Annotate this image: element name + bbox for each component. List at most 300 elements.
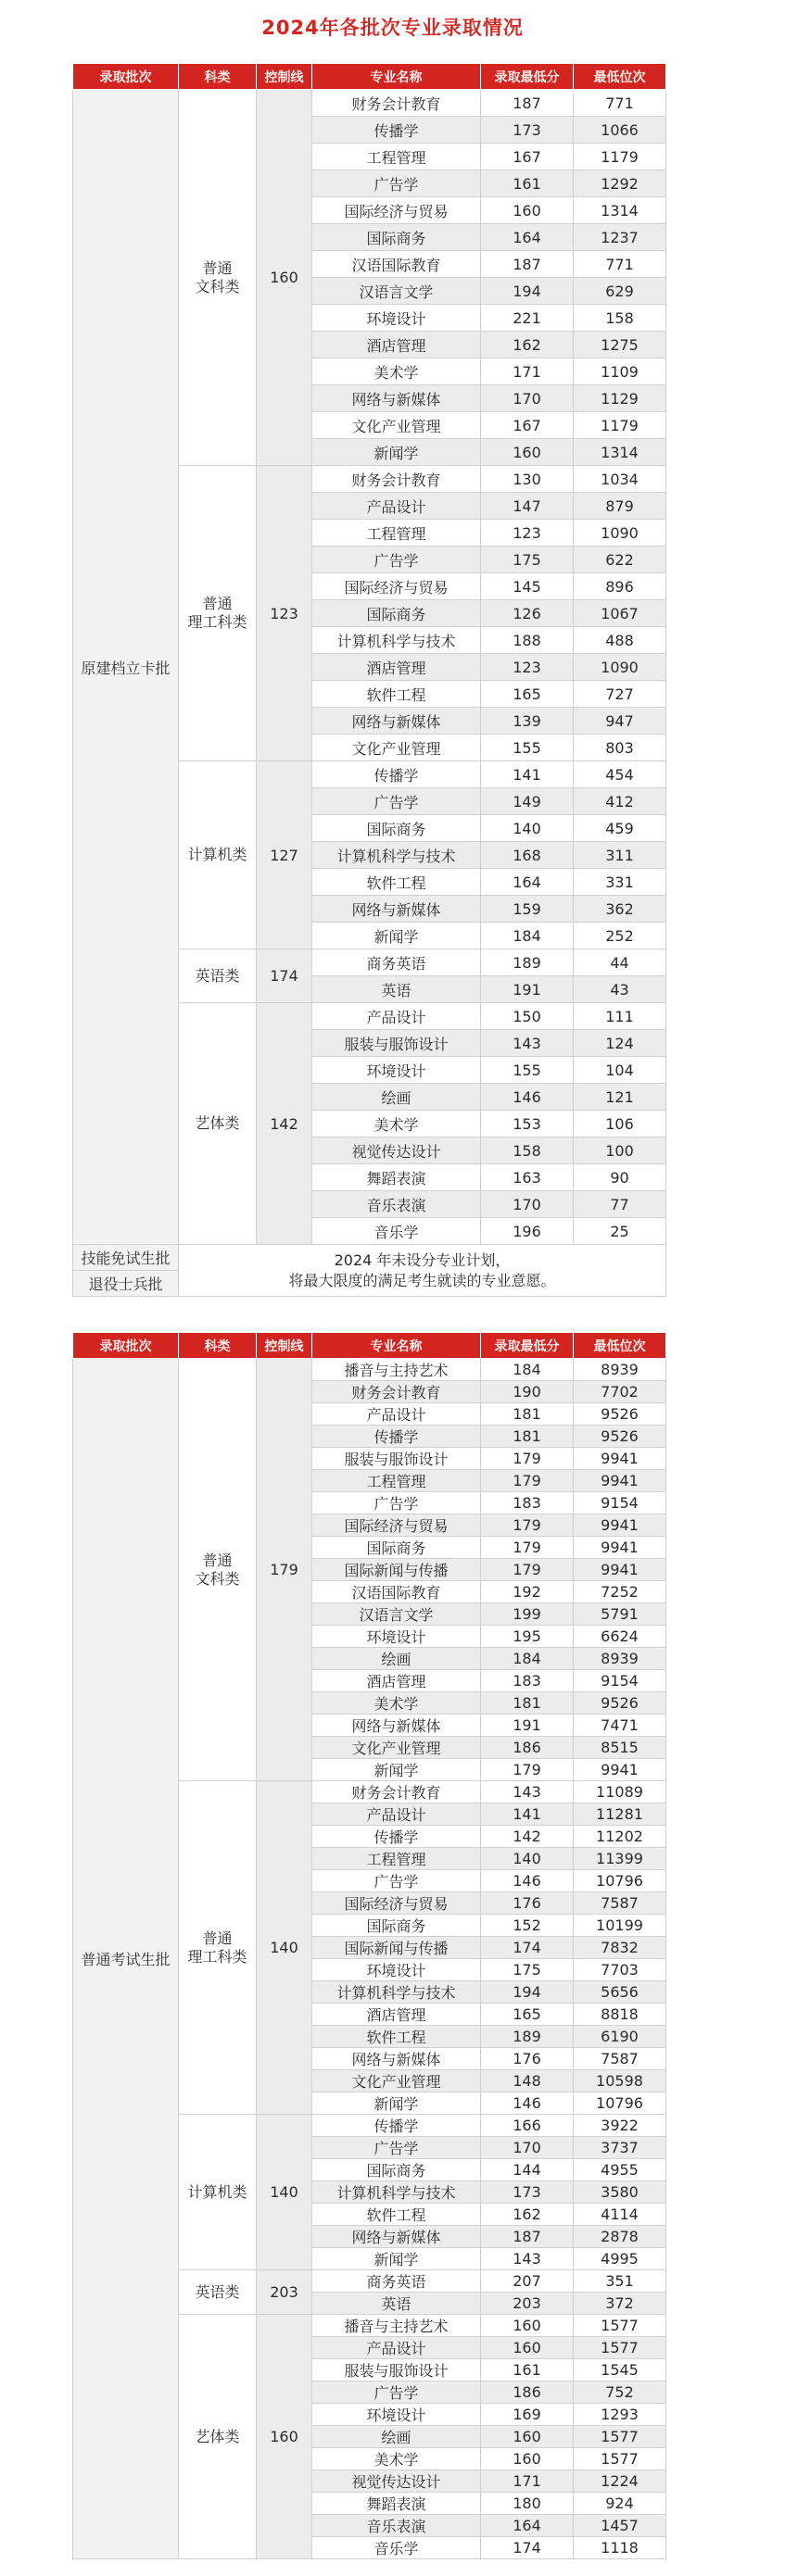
category-cell: 英语类 bbox=[179, 949, 257, 1003]
major-cell: 酒店管理 bbox=[312, 1670, 481, 1692]
min-score-cell: 164 bbox=[481, 224, 574, 251]
major-cell: 国际经济与贸易 bbox=[312, 1892, 481, 1915]
min-score-cell: 160 bbox=[481, 2337, 574, 2359]
min-score-cell: 188 bbox=[481, 627, 574, 654]
min-score-cell: 141 bbox=[481, 761, 574, 788]
major-cell: 汉语言文学 bbox=[312, 1603, 481, 1626]
min-score-cell: 160 bbox=[481, 2448, 574, 2470]
min-rank-cell: 104 bbox=[574, 1057, 666, 1084]
min-score-cell: 170 bbox=[481, 385, 574, 412]
min-rank-cell: 1034 bbox=[574, 466, 666, 493]
major-cell: 财务会计教育 bbox=[312, 1381, 481, 1403]
major-cell: 产品设计 bbox=[312, 493, 481, 520]
min-score-cell: 184 bbox=[481, 1359, 574, 1381]
control-line-cell: 203 bbox=[257, 2270, 312, 2315]
min-score-cell: 203 bbox=[481, 2293, 574, 2315]
min-rank-cell: 1314 bbox=[574, 439, 666, 466]
header-min-score: 录取最低分 bbox=[481, 1333, 574, 1359]
major-cell: 播音与主持艺术 bbox=[312, 2315, 481, 2337]
min-score-cell: 184 bbox=[481, 923, 574, 949]
min-rank-cell: 5656 bbox=[574, 1981, 666, 2004]
min-rank-cell: 9941 bbox=[574, 1514, 666, 1537]
major-cell: 文化产业管理 bbox=[312, 2070, 481, 2092]
major-cell: 软件工程 bbox=[312, 2026, 481, 2048]
major-cell: 计算机科学与技术 bbox=[312, 1981, 481, 2004]
major-cell: 传播学 bbox=[312, 1826, 481, 1848]
major-cell: 国际商务 bbox=[312, 224, 481, 251]
min-score-cell: 163 bbox=[481, 1164, 574, 1191]
min-rank-cell: 8818 bbox=[574, 2004, 666, 2026]
min-score-cell: 162 bbox=[481, 332, 574, 358]
header-min-score: 录取最低分 bbox=[481, 64, 574, 90]
min-rank-cell: 9941 bbox=[574, 1470, 666, 1492]
min-rank-cell: 9941 bbox=[574, 1759, 666, 1781]
min-rank-cell: 8515 bbox=[574, 1737, 666, 1759]
min-score-cell: 179 bbox=[481, 1448, 574, 1470]
major-cell: 网络与新媒体 bbox=[312, 2048, 481, 2070]
major-cell: 网络与新媒体 bbox=[312, 896, 481, 923]
major-cell: 广告学 bbox=[312, 788, 481, 815]
min-rank-cell: 9526 bbox=[574, 1403, 666, 1426]
min-rank-cell: 25 bbox=[574, 1218, 666, 1245]
min-rank-cell: 488 bbox=[574, 627, 666, 654]
control-line-cell: 179 bbox=[257, 1359, 312, 1781]
min-rank-cell: 1224 bbox=[574, 2470, 666, 2493]
major-cell: 文化产业管理 bbox=[312, 1737, 481, 1759]
min-score-cell: 140 bbox=[481, 815, 574, 842]
min-score-cell: 160 bbox=[481, 2315, 574, 2337]
min-rank-cell: 1179 bbox=[574, 144, 666, 170]
min-score-cell: 171 bbox=[481, 358, 574, 385]
min-rank-cell: 2878 bbox=[574, 2226, 666, 2248]
min-score-cell: 189 bbox=[481, 949, 574, 976]
major-cell: 商务英语 bbox=[312, 2270, 481, 2293]
category-cell: 艺体类 bbox=[179, 2315, 257, 2559]
min-score-cell: 123 bbox=[481, 654, 574, 681]
min-rank-cell: 9941 bbox=[574, 1559, 666, 1581]
table-row bbox=[73, 90, 666, 117]
header-major: 专业名称 bbox=[312, 64, 481, 90]
min-rank-cell: 1090 bbox=[574, 654, 666, 681]
major-cell: 音乐学 bbox=[312, 1218, 481, 1245]
min-rank-cell: 11281 bbox=[574, 1803, 666, 1826]
min-score-cell: 186 bbox=[481, 1737, 574, 1759]
min-score-cell: 181 bbox=[481, 1426, 574, 1448]
min-rank-cell: 44 bbox=[574, 949, 666, 976]
min-score-cell: 169 bbox=[481, 2404, 574, 2426]
header-min-rank: 最低位次 bbox=[574, 1333, 666, 1359]
major-cell: 环境设计 bbox=[312, 1626, 481, 1648]
major-cell: 财务会计教育 bbox=[312, 90, 481, 117]
min-rank-cell: 1179 bbox=[574, 412, 666, 439]
min-score-cell: 123 bbox=[481, 520, 574, 547]
min-rank-cell: 8939 bbox=[574, 1359, 666, 1381]
min-score-cell: 155 bbox=[481, 1057, 574, 1084]
control-line-cell: 142 bbox=[257, 1003, 312, 1245]
min-rank-cell: 1577 bbox=[574, 2337, 666, 2359]
major-cell: 产品设计 bbox=[312, 2337, 481, 2359]
min-rank-cell: 362 bbox=[574, 896, 666, 923]
min-rank-cell: 1237 bbox=[574, 224, 666, 251]
min-score-cell: 140 bbox=[481, 1848, 574, 1870]
major-cell: 产品设计 bbox=[312, 1003, 481, 1030]
major-cell: 计算机科学与技术 bbox=[312, 627, 481, 654]
category-cell: 计算机类 bbox=[179, 2115, 257, 2270]
min-score-cell: 179 bbox=[481, 1514, 574, 1537]
min-rank-cell: 11089 bbox=[574, 1781, 666, 1803]
major-cell: 绘画 bbox=[312, 1084, 481, 1111]
major-cell: 舞蹈表演 bbox=[312, 2493, 481, 2515]
admission-table-1 bbox=[72, 63, 666, 1297]
min-score-cell: 191 bbox=[481, 976, 574, 1003]
min-rank-cell: 727 bbox=[574, 681, 666, 708]
min-rank-cell: 7832 bbox=[574, 1937, 666, 1959]
min-score-cell: 160 bbox=[481, 2426, 574, 2448]
major-cell: 绘画 bbox=[312, 1648, 481, 1670]
min-rank-cell: 1314 bbox=[574, 197, 666, 224]
min-score-cell: 153 bbox=[481, 1111, 574, 1137]
major-cell: 服装与服饰设计 bbox=[312, 2359, 481, 2381]
min-score-cell: 176 bbox=[481, 1892, 574, 1915]
major-cell: 软件工程 bbox=[312, 869, 481, 896]
min-score-cell: 171 bbox=[481, 2470, 574, 2493]
min-score-cell: 130 bbox=[481, 466, 574, 493]
batch-cell: 退役士兵批 bbox=[73, 1271, 179, 1297]
major-cell: 传播学 bbox=[312, 2115, 481, 2137]
header-control-line: 控制线 bbox=[257, 1333, 312, 1359]
note-cell bbox=[179, 1245, 666, 1297]
major-cell: 国际商务 bbox=[312, 815, 481, 842]
major-cell: 新闻学 bbox=[312, 2092, 481, 2115]
min-rank-cell: 100 bbox=[574, 1137, 666, 1164]
major-cell: 新闻学 bbox=[312, 923, 481, 949]
major-cell: 文化产业管理 bbox=[312, 412, 481, 439]
major-cell: 传播学 bbox=[312, 117, 481, 144]
min-rank-cell: 771 bbox=[574, 90, 666, 117]
min-rank-cell: 4995 bbox=[574, 2248, 666, 2270]
min-score-cell: 184 bbox=[481, 1648, 574, 1670]
major-cell: 环境设计 bbox=[312, 2404, 481, 2426]
min-score-cell: 160 bbox=[481, 197, 574, 224]
major-cell: 国际新闻与传播 bbox=[312, 1559, 481, 1581]
major-cell: 广告学 bbox=[312, 1492, 481, 1514]
header-category: 科类 bbox=[179, 1333, 257, 1359]
major-cell: 广告学 bbox=[312, 1870, 481, 1892]
min-score-cell: 142 bbox=[481, 1826, 574, 1848]
major-cell: 国际商务 bbox=[312, 1537, 481, 1559]
min-rank-cell: 1275 bbox=[574, 332, 666, 358]
min-rank-cell: 10796 bbox=[574, 1870, 666, 1892]
min-rank-cell: 6190 bbox=[574, 2026, 666, 2048]
min-score-cell: 165 bbox=[481, 681, 574, 708]
min-rank-cell: 43 bbox=[574, 976, 666, 1003]
min-score-cell: 143 bbox=[481, 2248, 574, 2270]
min-rank-cell: 1545 bbox=[574, 2359, 666, 2381]
min-score-cell: 164 bbox=[481, 2515, 574, 2537]
major-cell: 计算机科学与技术 bbox=[312, 842, 481, 869]
min-rank-cell: 7702 bbox=[574, 1381, 666, 1403]
min-rank-cell: 9154 bbox=[574, 1670, 666, 1692]
min-rank-cell: 1577 bbox=[574, 2315, 666, 2337]
min-rank-cell: 7471 bbox=[574, 1715, 666, 1737]
control-line-cell: 123 bbox=[257, 466, 312, 761]
min-score-cell: 189 bbox=[481, 2026, 574, 2048]
header-batch: 录取批次 bbox=[73, 1333, 179, 1359]
major-cell: 新闻学 bbox=[312, 2248, 481, 2270]
min-rank-cell: 11202 bbox=[574, 1826, 666, 1848]
batch-cell: 原建档立卡批 bbox=[73, 90, 179, 1245]
major-cell: 商务英语 bbox=[312, 949, 481, 976]
min-score-cell: 199 bbox=[481, 1603, 574, 1626]
major-cell: 工程管理 bbox=[312, 144, 481, 170]
min-score-cell: 186 bbox=[481, 2381, 574, 2404]
major-cell: 视觉传达设计 bbox=[312, 1137, 481, 1164]
min-rank-cell: 10796 bbox=[574, 2092, 666, 2115]
note-line-2: 将最大限度的满足考生就读的专业意愿。 bbox=[288, 1271, 556, 1289]
min-score-cell: 180 bbox=[481, 2493, 574, 2515]
min-score-cell: 152 bbox=[481, 1915, 574, 1937]
major-cell: 酒店管理 bbox=[312, 2004, 481, 2026]
major-cell: 软件工程 bbox=[312, 681, 481, 708]
major-cell: 绘画 bbox=[312, 2426, 481, 2448]
major-cell: 英语 bbox=[312, 2293, 481, 2315]
major-cell: 汉语国际教育 bbox=[312, 1581, 481, 1603]
min-score-cell: 170 bbox=[481, 1191, 574, 1218]
table-header-row bbox=[73, 1333, 666, 1359]
min-score-cell: 168 bbox=[481, 842, 574, 869]
major-cell: 新闻学 bbox=[312, 1759, 481, 1781]
min-score-cell: 145 bbox=[481, 573, 574, 600]
min-rank-cell: 1292 bbox=[574, 170, 666, 197]
min-rank-cell: 9154 bbox=[574, 1492, 666, 1514]
min-score-cell: 161 bbox=[481, 2359, 574, 2381]
min-rank-cell: 771 bbox=[574, 251, 666, 278]
major-cell: 服装与服饰设计 bbox=[312, 1030, 481, 1057]
min-rank-cell: 372 bbox=[574, 2293, 666, 2315]
major-cell: 产品设计 bbox=[312, 1403, 481, 1426]
min-score-cell: 181 bbox=[481, 1403, 574, 1426]
min-rank-cell: 1118 bbox=[574, 2537, 666, 2559]
min-rank-cell: 111 bbox=[574, 1003, 666, 1030]
major-cell: 音乐表演 bbox=[312, 1191, 481, 1218]
min-rank-cell: 629 bbox=[574, 278, 666, 305]
page-title: 2024年各批次专业录取情况 bbox=[261, 17, 524, 39]
major-cell: 财务会计教育 bbox=[312, 1781, 481, 1803]
min-score-cell: 192 bbox=[481, 1581, 574, 1603]
min-rank-cell: 3580 bbox=[574, 2181, 666, 2204]
min-score-cell: 179 bbox=[481, 1470, 574, 1492]
major-cell: 国际经济与贸易 bbox=[312, 573, 481, 600]
min-score-cell: 190 bbox=[481, 1381, 574, 1403]
min-rank-cell: 1109 bbox=[574, 358, 666, 385]
major-cell: 环境设计 bbox=[312, 1057, 481, 1084]
min-rank-cell: 947 bbox=[574, 708, 666, 735]
min-score-cell: 187 bbox=[481, 90, 574, 117]
min-score-cell: 146 bbox=[481, 1084, 574, 1111]
major-cell: 广告学 bbox=[312, 547, 481, 573]
min-score-cell: 143 bbox=[481, 1030, 574, 1057]
min-rank-cell: 9526 bbox=[574, 1692, 666, 1715]
min-score-cell: 183 bbox=[481, 1492, 574, 1514]
min-score-cell: 165 bbox=[481, 2004, 574, 2026]
min-rank-cell: 124 bbox=[574, 1030, 666, 1057]
major-cell: 汉语国际教育 bbox=[312, 251, 481, 278]
min-score-cell: 175 bbox=[481, 1959, 574, 1981]
major-cell: 国际商务 bbox=[312, 600, 481, 627]
major-cell: 国际商务 bbox=[312, 1915, 481, 1937]
min-score-cell: 147 bbox=[481, 493, 574, 520]
min-rank-cell: 1457 bbox=[574, 2515, 666, 2537]
major-cell: 英语 bbox=[312, 976, 481, 1003]
batch-cell: 技能免试生批 bbox=[73, 1245, 179, 1271]
batch-cell: 普通考试生批 bbox=[73, 1359, 179, 2559]
min-rank-cell: 8939 bbox=[574, 1648, 666, 1670]
min-score-cell: 161 bbox=[481, 170, 574, 197]
min-rank-cell: 3737 bbox=[574, 2137, 666, 2159]
min-score-cell: 159 bbox=[481, 896, 574, 923]
major-cell: 汉语言文学 bbox=[312, 278, 481, 305]
major-cell: 国际经济与贸易 bbox=[312, 197, 481, 224]
category-cell: 计算机类 bbox=[179, 761, 257, 949]
min-score-cell: 194 bbox=[481, 278, 574, 305]
category-cell: 艺体类 bbox=[179, 1003, 257, 1245]
min-rank-cell: 11399 bbox=[574, 1848, 666, 1870]
min-score-cell: 179 bbox=[481, 1759, 574, 1781]
min-score-cell: 139 bbox=[481, 708, 574, 735]
control-line-cell: 127 bbox=[257, 761, 312, 949]
table-row-skills-batch bbox=[73, 1245, 666, 1271]
category-cell: 普通 文科类 bbox=[179, 90, 257, 466]
major-cell: 广告学 bbox=[312, 2381, 481, 2404]
min-score-cell: 207 bbox=[481, 2270, 574, 2293]
major-cell: 传播学 bbox=[312, 761, 481, 788]
min-rank-cell: 1090 bbox=[574, 520, 666, 547]
min-rank-cell: 7587 bbox=[574, 2048, 666, 2070]
category-cell: 英语类 bbox=[179, 2270, 257, 2315]
min-rank-cell: 10598 bbox=[574, 2070, 666, 2092]
major-cell: 工程管理 bbox=[312, 520, 481, 547]
min-score-cell: 149 bbox=[481, 788, 574, 815]
min-rank-cell: 9526 bbox=[574, 1426, 666, 1448]
control-line-cell: 160 bbox=[257, 2315, 312, 2559]
major-cell: 音乐学 bbox=[312, 2537, 481, 2559]
min-rank-cell: 5791 bbox=[574, 1603, 666, 1626]
major-cell: 产品设计 bbox=[312, 1803, 481, 1826]
major-cell: 美术学 bbox=[312, 358, 481, 385]
major-cell: 国际商务 bbox=[312, 2159, 481, 2181]
min-score-cell: 146 bbox=[481, 2092, 574, 2115]
major-cell: 环境设计 bbox=[312, 1959, 481, 1981]
min-score-cell: 143 bbox=[481, 1781, 574, 1803]
min-score-cell: 167 bbox=[481, 144, 574, 170]
min-score-cell: 175 bbox=[481, 547, 574, 573]
min-rank-cell: 412 bbox=[574, 788, 666, 815]
min-score-cell: 183 bbox=[481, 1670, 574, 1692]
min-rank-cell: 1129 bbox=[574, 385, 666, 412]
control-line-cell: 140 bbox=[257, 1781, 312, 2115]
min-score-cell: 173 bbox=[481, 117, 574, 144]
min-score-cell: 187 bbox=[481, 251, 574, 278]
min-rank-cell: 896 bbox=[574, 573, 666, 600]
major-cell: 文化产业管理 bbox=[312, 735, 481, 761]
control-line-cell: 174 bbox=[257, 949, 312, 1003]
min-score-cell: 166 bbox=[481, 2115, 574, 2137]
major-cell: 新闻学 bbox=[312, 439, 481, 466]
major-cell: 计算机科学与技术 bbox=[312, 2181, 481, 2204]
min-rank-cell: 1577 bbox=[574, 2426, 666, 2448]
min-score-cell: 176 bbox=[481, 2048, 574, 2070]
major-cell: 酒店管理 bbox=[312, 332, 481, 358]
min-score-cell: 126 bbox=[481, 600, 574, 627]
major-cell: 舞蹈表演 bbox=[312, 1164, 481, 1191]
header-min-rank: 最低位次 bbox=[574, 64, 666, 90]
min-score-cell: 173 bbox=[481, 2181, 574, 2204]
major-cell: 工程管理 bbox=[312, 1848, 481, 1870]
major-cell: 美术学 bbox=[312, 1692, 481, 1715]
major-cell: 国际新闻与传播 bbox=[312, 1937, 481, 1959]
min-score-cell: 162 bbox=[481, 2204, 574, 2226]
control-line-cell: 140 bbox=[257, 2115, 312, 2270]
min-rank-cell: 158 bbox=[574, 305, 666, 332]
major-cell: 国际经济与贸易 bbox=[312, 1514, 481, 1537]
major-cell: 美术学 bbox=[312, 1111, 481, 1137]
category-cell: 普通 理工科类 bbox=[179, 466, 257, 761]
major-cell: 广告学 bbox=[312, 170, 481, 197]
min-score-cell: 221 bbox=[481, 305, 574, 332]
min-rank-cell: 10199 bbox=[574, 1915, 666, 1937]
major-cell: 视觉传达设计 bbox=[312, 2470, 481, 2493]
min-score-cell: 187 bbox=[481, 2226, 574, 2248]
min-score-cell: 167 bbox=[481, 412, 574, 439]
major-cell: 工程管理 bbox=[312, 1470, 481, 1492]
min-rank-cell: 459 bbox=[574, 815, 666, 842]
min-score-cell: 194 bbox=[481, 1981, 574, 2004]
major-cell: 音乐表演 bbox=[312, 2515, 481, 2537]
min-rank-cell: 752 bbox=[574, 2381, 666, 2404]
note-line-1: 2024 年未设分专业计划， bbox=[334, 1250, 511, 1269]
min-score-cell: 195 bbox=[481, 1626, 574, 1648]
admission-table-2 bbox=[72, 1332, 666, 2559]
min-score-cell: 144 bbox=[481, 2159, 574, 2181]
min-rank-cell: 331 bbox=[574, 869, 666, 896]
major-cell: 美术学 bbox=[312, 2448, 481, 2470]
min-score-cell: 141 bbox=[481, 1803, 574, 1826]
min-rank-cell: 1293 bbox=[574, 2404, 666, 2426]
min-score-cell: 146 bbox=[481, 1870, 574, 1892]
min-score-cell: 174 bbox=[481, 1937, 574, 1959]
min-score-cell: 179 bbox=[481, 1537, 574, 1559]
min-score-cell: 148 bbox=[481, 2070, 574, 2092]
min-score-cell: 150 bbox=[481, 1003, 574, 1030]
min-rank-cell: 4955 bbox=[574, 2159, 666, 2181]
min-score-cell: 196 bbox=[481, 1218, 574, 1245]
table-header-row bbox=[73, 64, 666, 90]
header-major: 专业名称 bbox=[312, 1333, 481, 1359]
major-cell: 财务会计教育 bbox=[312, 466, 481, 493]
major-cell: 软件工程 bbox=[312, 2204, 481, 2226]
min-rank-cell: 3922 bbox=[574, 2115, 666, 2137]
major-cell: 网络与新媒体 bbox=[312, 2226, 481, 2248]
min-rank-cell: 454 bbox=[574, 761, 666, 788]
header-category: 科类 bbox=[179, 64, 257, 90]
control-line-cell: 160 bbox=[257, 90, 312, 466]
min-score-cell: 179 bbox=[481, 1559, 574, 1581]
min-score-cell: 170 bbox=[481, 2137, 574, 2159]
min-rank-cell: 924 bbox=[574, 2493, 666, 2515]
min-rank-cell: 7587 bbox=[574, 1892, 666, 1915]
min-rank-cell: 311 bbox=[574, 842, 666, 869]
min-rank-cell: 7703 bbox=[574, 1959, 666, 1981]
